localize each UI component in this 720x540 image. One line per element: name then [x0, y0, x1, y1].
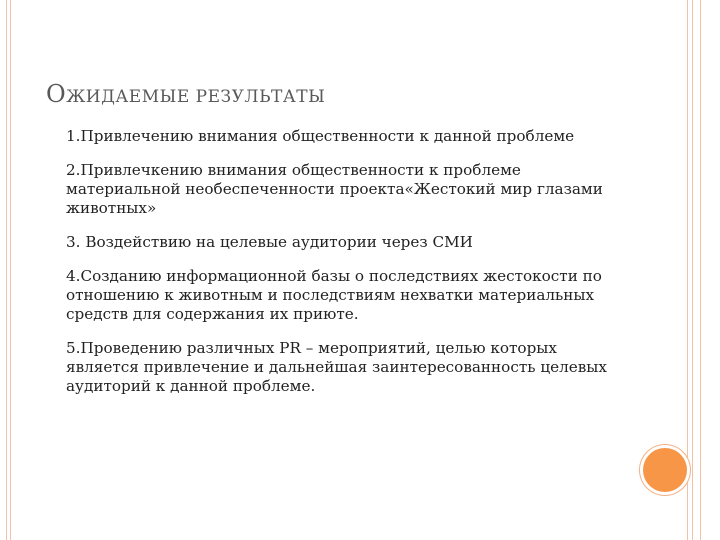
result-item-2: 2.Привлечкению внимания общественности к проблеме материальной необеспеченности проекта«Жестокий мир глазами животных»	[66, 161, 603, 217]
slide-title-initial: О	[46, 80, 67, 108]
slide-title	[46, 80, 325, 108]
result-item-3: 3. Воздействию на целевые аудитории через СМИ	[66, 233, 473, 251]
frame-line-left-inner	[10, 0, 11, 540]
results-list	[66, 127, 626, 411]
frame-line-left-outer	[6, 0, 7, 540]
decorative-orange-circle	[643, 448, 687, 492]
frame-line-right-inner	[687, 0, 688, 540]
slide-title-rest: ЖИДАЕМЫЕ РЕЗУЛЬТАТЫ	[66, 87, 326, 107]
result-item-5: 5.Проведению различных PR – мероприятий, целью которых является привлечение и дальнейшая заинтересованность целевых аудиторий к данной проблеме.	[66, 339, 607, 395]
result-item-4: 4.Созданию информационной базы о последствиях жестокости по отношению к животным и последствиям нехватки материальных средств для содержания их приюте.	[66, 267, 602, 323]
frame-line-right-outer	[700, 0, 701, 540]
frame-line-right-middle	[692, 0, 693, 540]
result-item-1: 1.Привлечению внимания общественности к данной проблеме	[66, 127, 575, 145]
